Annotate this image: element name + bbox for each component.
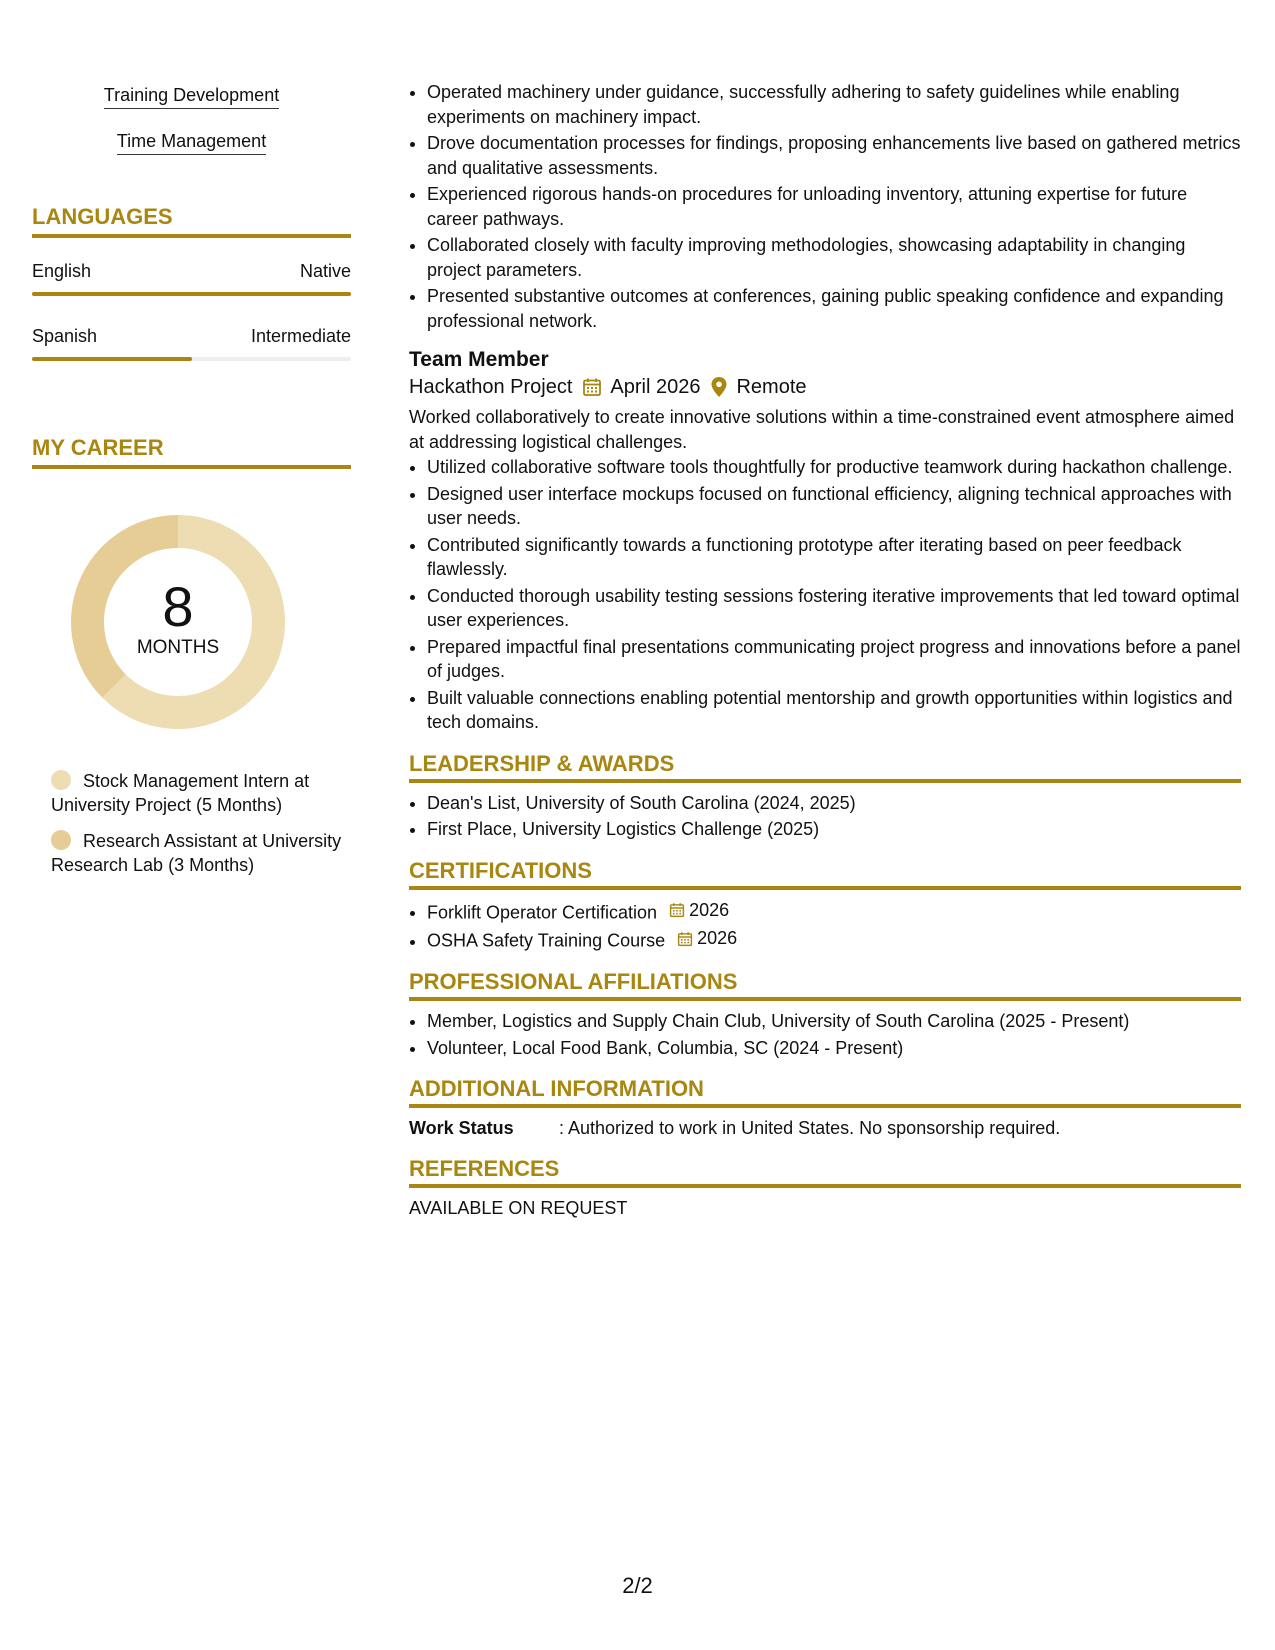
list-item: • Designed user interface mockups focused on functional efficiency, aligning technical approaches with user needs. (427, 482, 1241, 531)
certification-year: 2026 (697, 928, 738, 949)
certification-name: OSHA Safety Training Course (427, 930, 666, 951)
list-item (427, 898, 1241, 925)
language-proficiency-bar (32, 292, 351, 296)
list-item: • Member, Logistics and Supply Chain Club, University of South Carolina (2025 - Present) (427, 1009, 1241, 1034)
job-organization: Hackathon Project (409, 376, 573, 398)
career-total-number: 8 (162, 575, 194, 638)
list-item: • Operated machinery under guidance, successfully adhering to safety guidelines while enabling experiments on machinery impact. (427, 80, 1241, 129)
right-column (409, 80, 1241, 1220)
list-item: • Prepared impactful final presentations communicating project progress and innovations before a panel of judges. (427, 635, 1241, 684)
calendar-icon (582, 377, 602, 397)
certifications-heading: CERTIFICATIONS (409, 858, 1241, 890)
list-item: • Utilized collaborative software tools thoughtfully for productive teamwork during hackathon challenge. (427, 455, 1241, 480)
language-level: Intermediate (250, 326, 351, 346)
skill-item: Time Management (32, 130, 351, 155)
career-legend-item: Research Assistant at University Research Lab (3 Months) (51, 831, 342, 875)
language-name: Spanish (32, 326, 98, 346)
additional-info-heading: ADDITIONAL INFORMATION (409, 1076, 1241, 1108)
page-number: 2/2 (622, 1573, 653, 1598)
language-spanish (32, 325, 351, 361)
language-proficiency-fill (32, 292, 351, 296)
references-text: AVAILABLE ON REQUEST (409, 1198, 628, 1218)
list-item: • First Place, University Logistics Challenge (2025) (427, 817, 1241, 842)
list-item: • Contributed significantly towards a functioning prototype after iterating based on peer feedback flawlessly. (427, 533, 1241, 582)
list-item: • Dean's List, University of South Carolina (2024, 2025) (427, 791, 1241, 816)
work-status-label: Work Status (409, 1118, 514, 1138)
language-english (32, 260, 351, 296)
left-column (32, 84, 351, 889)
language-level: Native (299, 261, 351, 281)
languages-heading: LANGUAGES (32, 204, 351, 238)
calendar-icon (669, 902, 685, 918)
career-heading: MY CAREER (32, 435, 351, 469)
work-status-value: : Authorized to work in United States. No sponsorship required. (559, 1118, 1061, 1138)
leadership-list (409, 791, 1241, 842)
affiliations-list (409, 1009, 1241, 1060)
location-pin-icon (710, 376, 728, 398)
career-donut-chart (65, 509, 291, 735)
list-item: • Collaborated closely with faculty improving methodologies, showcasing adaptability in changing project parameters. (427, 233, 1241, 282)
language-name: English (32, 261, 92, 281)
leadership-heading: LEADERSHIP & AWARDS (409, 751, 1241, 783)
job-title: Team Member (409, 348, 549, 371)
legend-dot (51, 770, 71, 790)
job-bullets (409, 455, 1241, 735)
job-date: April 2026 (610, 376, 701, 398)
list-item: • Volunteer, Local Food Bank, Columbia, SC (2024 - Present) (427, 1036, 1241, 1061)
list-item: • Built valuable connections enabling potential mentorship and growth opportunities within logistics and tech domains. (427, 686, 1241, 735)
references-heading: REFERENCES (409, 1156, 1241, 1188)
legend-dot (51, 830, 71, 850)
work-status-row (409, 1116, 1241, 1140)
affiliations-heading: PROFESSIONAL AFFILIATIONS (409, 969, 1241, 1001)
list-item: • Presented substantive outcomes at conferences, gaining public speaking confidence and expanding professional network. (427, 284, 1241, 333)
certifications-list (409, 898, 1241, 954)
certification-name: Forklift Operator Certification (427, 901, 658, 922)
list-item: • Conducted thorough usability testing sessions fostering iterative improvements that led toward optimal user experiences. (427, 584, 1241, 633)
calendar-icon (677, 931, 693, 947)
job-location: Remote (736, 376, 807, 398)
certification-year: 2026 (689, 899, 730, 920)
list-item: • Experienced rigorous hands-on procedures for unloading inventory, attuning expertise for future career pathways. (427, 182, 1241, 231)
job-meta (409, 373, 1241, 401)
list-item: • Drove documentation processes for findings, proposing enhancements live based on gathered metrics and qualitative assessments. (427, 131, 1241, 180)
job-description: Worked collaboratively to create innovative solutions within a time-constrained event atmosphere aimed at addressing logistical challenges. (409, 407, 1235, 452)
career-total-unit: MONTHS (136, 637, 220, 658)
skill-item: Training Development (32, 84, 351, 109)
career-legend-item: Stock Management Intern at University Project (5 Months) (51, 771, 310, 815)
list-item (427, 926, 1241, 953)
experience-bullets (409, 80, 1241, 333)
